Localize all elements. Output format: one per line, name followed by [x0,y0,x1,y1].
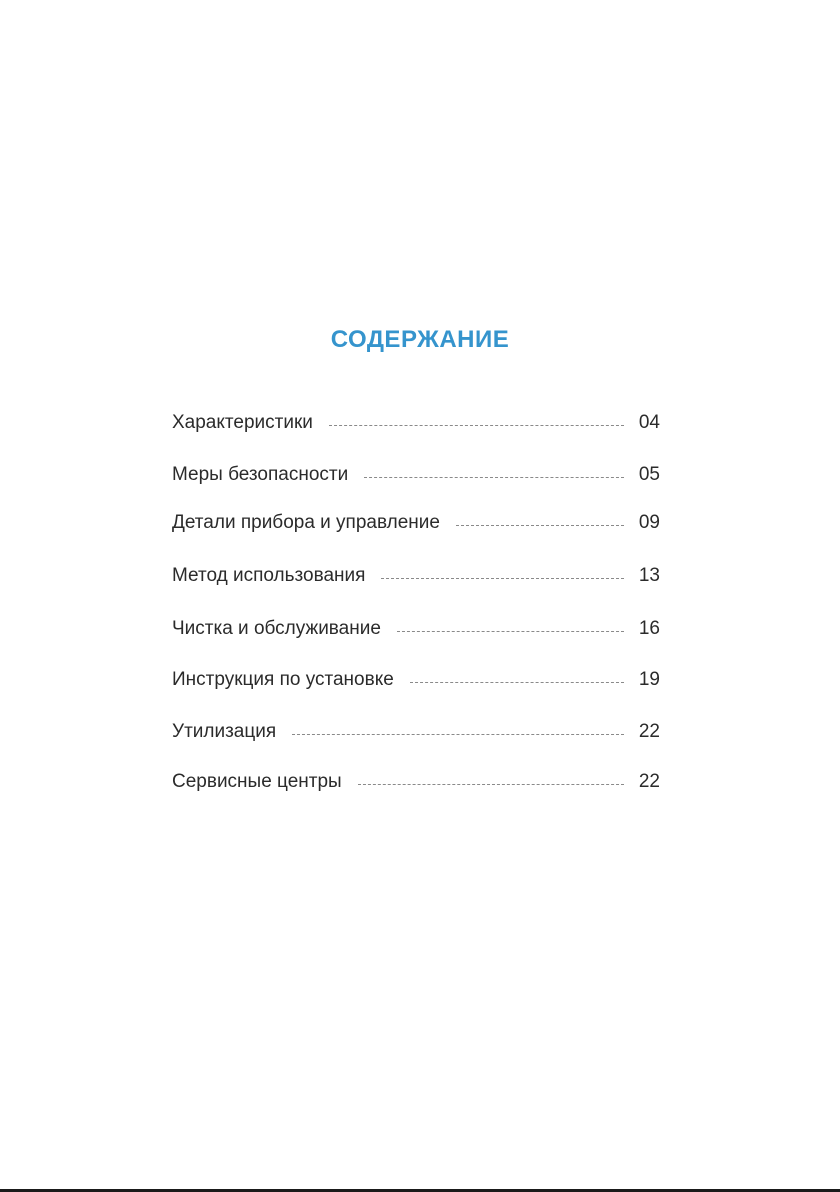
toc-entry-label: Меры безопасности [172,464,349,485]
toc-entry-page: 04 [638,412,660,433]
toc-entry-label: Инструкция по установке [172,669,394,690]
toc-leader-dots [381,578,624,579]
toc-entry-page: 19 [638,669,660,690]
toc-entry-page: 13 [638,565,660,586]
toc-leader-dots [364,477,624,478]
toc-leader-dots [410,682,624,683]
toc-leader-dots [456,525,624,526]
toc-leader-dots [329,425,624,426]
toc-entry-label: Чистка и обслуживание [172,618,381,639]
toc-entry-page: 22 [638,771,660,792]
toc-entry-label: Утилизация [172,721,277,742]
toc-entry-characteristics[interactable] [172,411,660,435]
toc-entry-label: Характеристики [172,412,313,433]
toc-entry-safety[interactable] [172,463,660,487]
page-title: СОДЕРЖАНИЕ [330,326,510,353]
toc-entry-page: 05 [638,464,660,485]
toc-entry-parts-controls[interactable] [172,511,660,535]
toc-leader-dots [358,784,624,785]
toc-entry-label: Сервисные центры [172,771,342,792]
toc-leader-dots [397,631,624,632]
toc-entry-installation[interactable] [172,668,660,692]
toc-entry-label: Детали прибора и управление [172,512,440,533]
toc-entry-usage[interactable] [172,564,660,588]
toc-entry-service-centers[interactable] [172,770,660,794]
toc-leader-dots [292,734,624,735]
toc-entry-cleaning[interactable] [172,617,660,641]
toc-entry-label: Метод использования [172,565,366,586]
toc-entry-page: 09 [638,512,660,533]
toc-entry-page: 22 [638,721,660,742]
toc-entry-page: 16 [638,618,660,639]
toc-entry-disposal[interactable] [172,720,660,744]
